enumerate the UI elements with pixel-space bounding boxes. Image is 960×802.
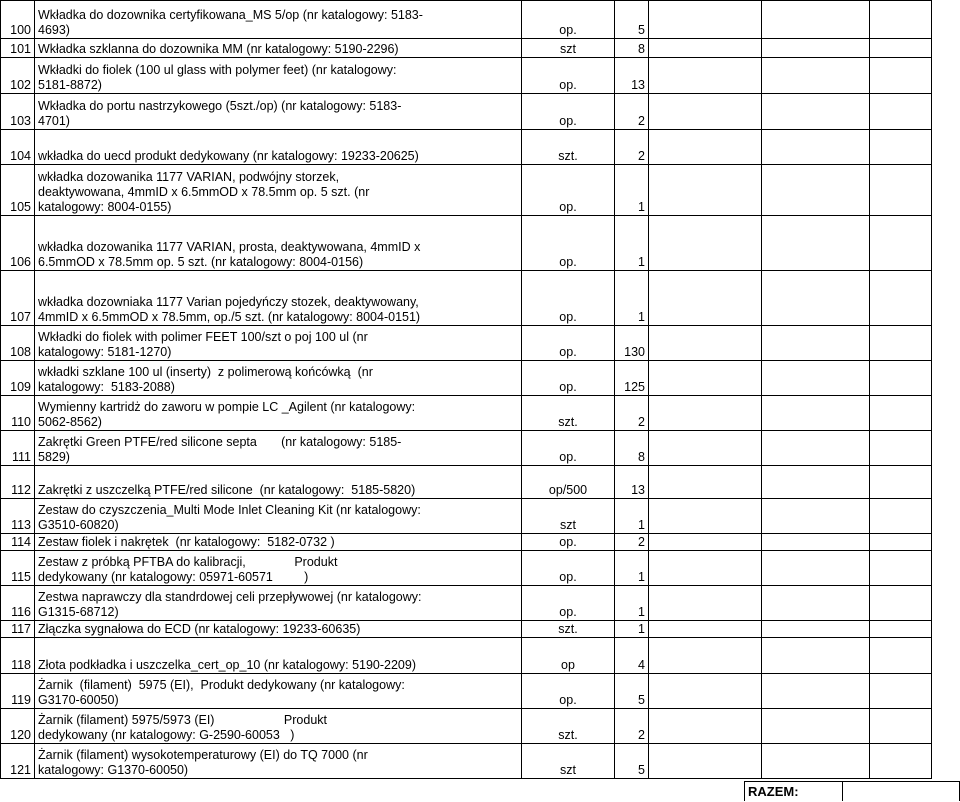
table-row	[1, 709, 932, 744]
item-description: Zestaw z próbką PFTBA do kalibracji, Produkt dedykowany (nr katalogowy: 05971-60571 )	[35, 551, 522, 586]
row-number: 107	[1, 271, 35, 326]
empty-cell[interactable]	[762, 165, 870, 216]
row-number: 103	[1, 94, 35, 130]
row-number: 110	[1, 396, 35, 431]
empty-cell[interactable]	[762, 586, 870, 621]
item-description: Wkładka do portu nastrzykowego (5szt./op) (nr katalogowy: 5183- 4701)	[35, 94, 522, 130]
item-quantity: 2	[615, 130, 649, 165]
table-row	[1, 674, 932, 709]
item-description: wkładka dozowanika 1177 VARIAN, podwójny storzek, deaktywowana, 4mmID x 6.5mmOD x 78.5mm op. 5 szt. (nr katalogowy: 8004-0155)	[35, 165, 522, 216]
empty-cell[interactable]	[762, 216, 870, 271]
item-quantity: 1	[615, 216, 649, 271]
empty-cell[interactable]	[762, 709, 870, 744]
empty-cell[interactable]	[762, 499, 870, 534]
item-unit: op.	[522, 1, 615, 39]
item-quantity: 8	[615, 39, 649, 58]
table-row	[1, 396, 932, 431]
item-unit: op.	[522, 165, 615, 216]
empty-cell[interactable]	[649, 638, 762, 674]
row-number: 121	[1, 744, 35, 779]
item-quantity: 5	[615, 1, 649, 39]
item-unit: op.	[522, 674, 615, 709]
table-row	[1, 466, 932, 499]
item-unit: op.	[522, 551, 615, 586]
empty-cell[interactable]	[870, 216, 932, 271]
table-row	[1, 271, 932, 326]
row-number: 115	[1, 551, 35, 586]
empty-cell[interactable]	[649, 216, 762, 271]
item-unit: op.	[522, 94, 615, 130]
row-number: 113	[1, 499, 35, 534]
item-quantity: 13	[615, 58, 649, 94]
empty-cell[interactable]	[649, 431, 762, 466]
item-quantity: 130	[615, 326, 649, 361]
items-table-body	[1, 1, 932, 779]
row-number: 117	[1, 621, 35, 638]
empty-cell[interactable]	[649, 744, 762, 779]
item-quantity: 2	[615, 396, 649, 431]
row-number: 101	[1, 39, 35, 58]
table-row	[1, 39, 932, 58]
row-number: 102	[1, 58, 35, 94]
row-number: 116	[1, 586, 35, 621]
item-description: Wymienny kartridż do zaworu w pompie LC _Agilent (nr katalogowy: 5062-8562)	[35, 396, 522, 431]
empty-cell[interactable]	[762, 326, 870, 361]
item-unit: op.	[522, 361, 615, 396]
empty-cell[interactable]	[870, 431, 932, 466]
item-unit: szt	[522, 39, 615, 58]
table-row	[1, 621, 932, 638]
empty-cell[interactable]	[649, 534, 762, 551]
empty-cell[interactable]	[762, 674, 870, 709]
item-unit: szt.	[522, 621, 615, 638]
item-description: Złota podkładka i uszczelka_cert_op_10 (nr katalogowy: 5190-2209)	[35, 638, 522, 674]
empty-cell[interactable]	[870, 586, 932, 621]
empty-cell[interactable]	[762, 94, 870, 130]
item-unit: szt.	[522, 130, 615, 165]
empty-cell[interactable]	[649, 709, 762, 744]
item-description: Żarnik (filament) wysokotemperaturowy (EI) do TQ 7000 (nr katalogowy: G1370-60050)	[35, 744, 522, 779]
empty-cell[interactable]	[870, 466, 932, 499]
empty-cell[interactable]	[870, 621, 932, 638]
empty-cell[interactable]	[870, 396, 932, 431]
item-unit: op	[522, 638, 615, 674]
item-unit: op.	[522, 586, 615, 621]
table-row	[1, 586, 932, 621]
empty-cell[interactable]	[870, 130, 932, 165]
item-description: Zestaw do czyszczenia_Multi Mode Inlet Cleaning Kit (nr katalogowy: G3510-60820)	[35, 499, 522, 534]
empty-cell[interactable]	[762, 638, 870, 674]
empty-cell[interactable]	[870, 165, 932, 216]
row-number: 120	[1, 709, 35, 744]
empty-cell[interactable]	[870, 709, 932, 744]
item-description: Wkładki do fiolek (100 ul glass with polymer feet) (nr katalogowy: 5181-8872)	[35, 58, 522, 94]
empty-cell[interactable]	[870, 1, 932, 39]
table-row	[1, 216, 932, 271]
empty-cell[interactable]	[762, 58, 870, 94]
empty-cell[interactable]	[649, 130, 762, 165]
empty-cell[interactable]	[649, 1, 762, 39]
item-quantity: 1	[615, 551, 649, 586]
empty-cell[interactable]	[870, 534, 932, 551]
item-quantity: 5	[615, 674, 649, 709]
empty-cell[interactable]	[649, 499, 762, 534]
empty-cell[interactable]	[649, 586, 762, 621]
item-quantity: 1	[615, 165, 649, 216]
table-row	[1, 534, 932, 551]
item-description: Wkładka szklanna do dozownika MM (nr katalogowy: 5190-2296)	[35, 39, 522, 58]
item-quantity: 5	[615, 744, 649, 779]
table-row	[1, 361, 932, 396]
empty-cell[interactable]	[649, 674, 762, 709]
row-number: 100	[1, 1, 35, 39]
item-unit: szt.	[522, 709, 615, 744]
empty-cell[interactable]	[870, 674, 932, 709]
item-quantity: 8	[615, 431, 649, 466]
item-quantity: 1	[615, 586, 649, 621]
empty-cell[interactable]	[762, 466, 870, 499]
table-row	[1, 431, 932, 466]
empty-cell[interactable]	[762, 1, 870, 39]
empty-cell[interactable]	[762, 431, 870, 466]
empty-cell[interactable]	[649, 326, 762, 361]
empty-cell[interactable]	[649, 396, 762, 431]
item-quantity: 1	[615, 499, 649, 534]
empty-cell[interactable]	[870, 551, 932, 586]
table-row	[1, 130, 932, 165]
row-number: 105	[1, 165, 35, 216]
item-quantity: 13	[615, 466, 649, 499]
row-number: 112	[1, 466, 35, 499]
empty-cell[interactable]	[762, 39, 870, 58]
item-description: wkładka do uecd produkt dedykowany (nr katalogowy: 19233-20625)	[35, 130, 522, 165]
item-description: Wkładki do fiolek with polimer FEET 100/szt o poj 100 ul (nr katalogowy: 5181-1270)	[35, 326, 522, 361]
empty-cell[interactable]	[762, 396, 870, 431]
item-description: Zestaw fiolek i nakrętek (nr katalogowy: 5182-0732 )	[35, 534, 522, 551]
item-description: Zakrętki z uszczelką PTFE/red silicone (nr katalogowy: 5185-5820)	[35, 466, 522, 499]
item-quantity: 125	[615, 361, 649, 396]
item-unit: op.	[522, 431, 615, 466]
empty-cell[interactable]	[870, 58, 932, 94]
row-number: 118	[1, 638, 35, 674]
table-row	[1, 499, 932, 534]
item-description: wkładki szklane 100 ul (inserty) z polimerową końcówką (nr katalogowy: 5183-2088)	[35, 361, 522, 396]
item-description: Złączka sygnałowa do ECD (nr katalogowy: 19233-60635)	[35, 621, 522, 638]
item-unit: op.	[522, 326, 615, 361]
item-description: Żarnik (filament) 5975 (EI), Produkt dedykowany (nr katalogowy: G3170-60050)	[35, 674, 522, 709]
table-row	[1, 551, 932, 586]
item-quantity: 2	[615, 709, 649, 744]
item-description: Zestwa naprawczy dla standrdowej celi przepływowej (nr katalogowy: G1315-68712)	[35, 586, 522, 621]
empty-cell[interactable]	[762, 130, 870, 165]
empty-cell[interactable]	[870, 744, 932, 779]
empty-cell[interactable]	[762, 621, 870, 638]
row-number: 119	[1, 674, 35, 709]
item-description: Wkładka do dozownika certyfikowana_MS 5/op (nr katalogowy: 5183- 4693)	[35, 1, 522, 39]
item-unit: szt.	[522, 396, 615, 431]
table-row	[1, 94, 932, 130]
item-description: wkładka dozowanika 1177 VARIAN, prosta, deaktywowana, 4mmID x 6.5mmOD x 78.5mm op. 5 szt. (nr katalogowy: 8004-0156)	[35, 216, 522, 271]
empty-cell[interactable]	[762, 744, 870, 779]
empty-cell[interactable]	[762, 551, 870, 586]
item-unit: op.	[522, 58, 615, 94]
item-unit: op.	[522, 271, 615, 326]
item-unit: op/500	[522, 466, 615, 499]
table-row	[1, 744, 932, 779]
table-row	[1, 326, 932, 361]
empty-cell[interactable]	[649, 94, 762, 130]
empty-cell[interactable]	[870, 499, 932, 534]
item-unit: szt	[522, 499, 615, 534]
item-unit: op.	[522, 216, 615, 271]
item-quantity: 1	[615, 271, 649, 326]
empty-cell[interactable]	[649, 39, 762, 58]
empty-cell[interactable]	[762, 361, 870, 396]
empty-cell[interactable]	[649, 271, 762, 326]
item-quantity: 2	[615, 94, 649, 130]
empty-cell[interactable]	[649, 165, 762, 216]
total-label: RAZEM:	[744, 781, 843, 801]
empty-cell[interactable]	[649, 621, 762, 638]
total-value-cell[interactable]	[841, 781, 960, 801]
empty-cell[interactable]	[762, 534, 870, 551]
item-quantity: 4	[615, 638, 649, 674]
empty-cell[interactable]	[649, 551, 762, 586]
row-number: 114	[1, 534, 35, 551]
empty-cell[interactable]	[762, 271, 870, 326]
row-number: 108	[1, 326, 35, 361]
table-row	[1, 638, 932, 674]
item-quantity: 1	[615, 621, 649, 638]
empty-cell[interactable]	[649, 361, 762, 396]
empty-cell[interactable]	[870, 39, 932, 58]
item-unit: op.	[522, 534, 615, 551]
empty-cell[interactable]	[870, 326, 932, 361]
empty-cell[interactable]	[870, 271, 932, 326]
item-quantity: 2	[615, 534, 649, 551]
empty-cell[interactable]	[870, 361, 932, 396]
table-row	[1, 165, 932, 216]
item-description: Żarnik (filament) 5975/5973 (EI) Produkt dedykowany (nr katalogowy: G-2590-60053 )	[35, 709, 522, 744]
item-description: Zakrętki Green PTFE/red silicone septa (nr katalogowy: 5185- 5829)	[35, 431, 522, 466]
row-number: 106	[1, 216, 35, 271]
row-number: 109	[1, 361, 35, 396]
item-unit: szt	[522, 744, 615, 779]
row-number: 111	[1, 431, 35, 466]
table-row	[1, 1, 932, 39]
empty-cell[interactable]	[649, 58, 762, 94]
empty-cell[interactable]	[870, 638, 932, 674]
item-description: wkładka dozowniaka 1177 Varian pojedyńczy stozek, deaktywowany, 4mmID x 6.5mmOD x 78.5mm, op./5 szt. (nr katalogowy: 8004-0151)	[35, 271, 522, 326]
empty-cell[interactable]	[870, 94, 932, 130]
row-number: 104	[1, 130, 35, 165]
empty-cell[interactable]	[649, 466, 762, 499]
table-row	[1, 58, 932, 94]
table-footer	[0, 781, 960, 802]
